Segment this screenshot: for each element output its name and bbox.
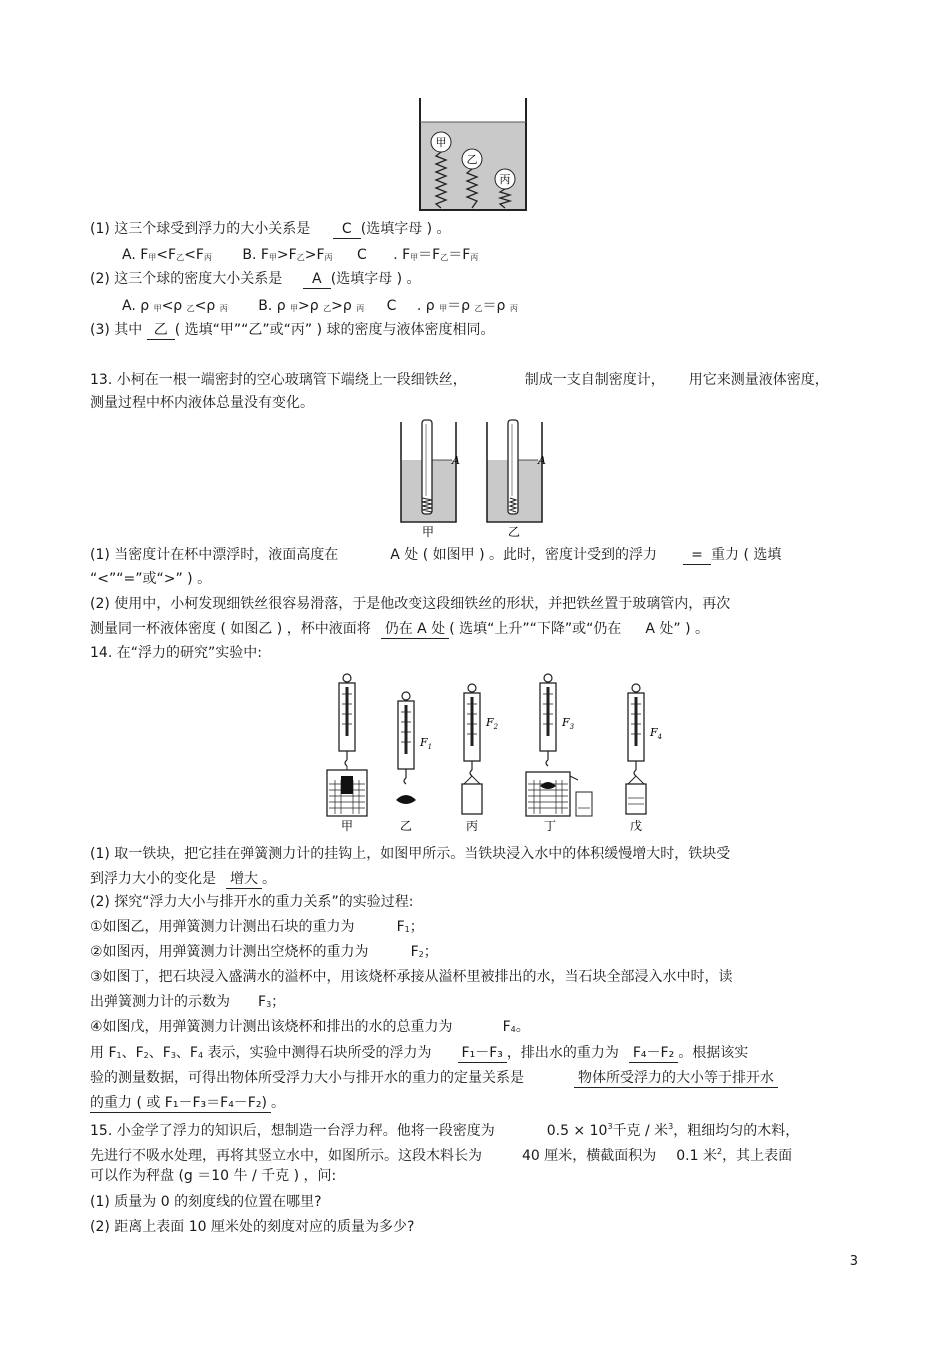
- q14-conclusion-line2: 验的测量数据，可得出物体所受浮力大小与排开水的重力的定量关系是 物体所受浮力的大小等于排开水: [90, 1069, 778, 1088]
- q14-answer-1: 增大: [226, 870, 262, 889]
- q13-mark-a-2: A: [538, 454, 546, 467]
- q13-answer-2: 仍在 A 处: [381, 620, 449, 639]
- q12-part1-options: A. F甲<F乙<F丙 B. F甲>F乙>F丙 C . F甲＝F乙＝F丙: [122, 247, 479, 263]
- q14-step3-line1: ③如图丁，把石块浸入盛满水的溢杯中，用该烧杯承接从溢杯里被排出的水，当石块全部浸入水中时，读: [90, 969, 733, 985]
- q14-experiment-figure: [320, 672, 670, 834]
- q15-part2: (2) 距离上表面 10 厘米处的刻度对应的质量为多少?: [90, 1219, 415, 1235]
- q15-stem-line3: 可以作为秤盘 (g ＝10 牛 / 千克 ) ，问:: [90, 1168, 337, 1184]
- q15-stem-line2: 先进行不吸水处理，再将其竖立水中，如图所示。这段木料长为 40 厘米，横截面积为 0.1 米$^2$，其上表面: [90, 1147, 793, 1164]
- q12-answer-3: 乙: [147, 321, 175, 340]
- q14-force-f2: $F_2$: [486, 716, 499, 731]
- q14-label-ding: 丁: [543, 819, 557, 833]
- q14-label-wu: 戊: [629, 819, 643, 833]
- q14-part1-line1: (1) 取一铁块，把它挂在弹簧测力计的挂钩上，如图甲所示。当铁块浸入水中的体积缓慢增大时，铁块受: [90, 846, 731, 862]
- q15-stem-line1: 15. 小金学了浮力的知识后，想制造一台浮力秤。他将一段密度为 $0.5 \times 10^3$千克 / 米$^3$，粗细均匀的木料，: [90, 1122, 800, 1139]
- q12-label-bing: 丙: [499, 173, 511, 186]
- q13-part2-line2: 测量同一杯液体密度 ( 如图乙 ) ，杯中液面将 仍在 A 处 ( 选填“上升”“下降”或“仍在 A 处” ) 。: [90, 621, 710, 637]
- q13-hydrometer-figure: [390, 418, 560, 542]
- q14-label-jia: 甲: [340, 819, 354, 833]
- q12-answer-2: A: [303, 270, 331, 289]
- q13-part2-line1: (2) 使用中，小柯发现细铁丝很容易滑落，于是他改变这段细铁丝的形状，并把铁丝置于玻璃管内，再次: [90, 596, 731, 612]
- q12-part1: (1) 这三个球受到浮力的大小关系是 C (选填字母 ) 。: [90, 221, 451, 237]
- q14-step3-line2: 出弹簧测力计的示数为 F3；: [90, 994, 286, 1010]
- q13-label-jia: 甲: [421, 525, 435, 539]
- q13-part1-line2: “<”“=”或“>” ) 。: [90, 571, 212, 587]
- q12-answer-1: C: [333, 220, 361, 239]
- q14-step1: ①如图乙，用弹簧测力计测出石块的重力为 F1；: [90, 919, 424, 935]
- q14-part1-line2: 到浮力大小的变化是 增大 。: [90, 871, 276, 887]
- q12-part2-options: A. ρ 甲<ρ 乙<ρ 丙 B. ρ 甲>ρ 乙>ρ 丙 C . ρ 甲＝ρ 乙＝ρ 丙: [122, 298, 518, 314]
- q15-part1: (1) 质量为 0 的刻度线的位置在哪里?: [90, 1194, 322, 1210]
- q14-conclusion-line3: 的重力 ( 或 F₁－F₃＝F₄－F₂) 。: [90, 1095, 285, 1111]
- q13-answer-1: =: [683, 546, 711, 565]
- q14-force-f3: $F_3$: [562, 716, 575, 731]
- q13-stem-line2: 测量过程中杯内液体总量没有变化。: [90, 395, 314, 411]
- q14-title: 14. 在“浮力的研究”实验中:: [90, 645, 262, 661]
- q13-mark-a-1: A: [452, 454, 460, 467]
- q14-label-yi: 乙: [399, 819, 413, 833]
- q14-force-f1: $F_1$: [420, 736, 433, 751]
- q14-answer-relation-2: 的重力 ( 或 F₁－F₃＝F₄－F₂): [90, 1094, 271, 1113]
- page-number: 3: [849, 1254, 858, 1269]
- q14-step4: ④如图戊，用弹簧测力计测出该烧杯和排出的水的总重力为 F4。: [90, 1019, 530, 1035]
- q12-part3: (3) 其中 乙 ( 选填“甲”“乙”或“丙” ) 球的密度与液体密度相同。: [90, 322, 495, 338]
- q12-label-jia: 甲: [435, 136, 447, 149]
- q13-part1-line1: (1) 当密度计在杯中漂浮时，液面高度在 A 处 ( 如图甲 ) 。此时，密度计受到的浮力 = 重力 ( 选填: [90, 547, 782, 563]
- q14-force-f4: $F_4$: [650, 726, 663, 741]
- q13-label-yi: 乙: [507, 525, 521, 539]
- q12-tank-figure: [408, 96, 538, 214]
- q12-part2: (2) 这三个球的密度大小关系是 A (选填字母 ) 。: [90, 271, 421, 287]
- q14-answer-displaced: F₄－F₂: [629, 1044, 678, 1063]
- q13-stem-line1: 13. 小柯在一根一端密封的空心玻璃管下端绕上一段细铁丝， 制成一支自制密度计， 用它来测量液体密度，: [90, 372, 829, 388]
- q12-label-yi: 乙: [466, 153, 478, 166]
- q14-answer-relation-1: 物体所受浮力的大小等于排开水: [574, 1069, 778, 1088]
- q14-step2: ②如图丙，用弹簧测力计测出空烧杯的重力为 F2；: [90, 944, 438, 960]
- q14-answer-buoyancy: F₁－F₃: [458, 1044, 507, 1063]
- q14-conclusion-line1: 用 F1、F2、F3、F4 表示，实验中测得石块所受的浮力为 F₁－F₃ ，排出水的重力为 F₄－F₂ 。根据该实: [90, 1045, 749, 1061]
- q14-label-bing: 丙: [465, 819, 479, 833]
- q14-part2: (2) 探究“浮力大小与排开水的重力关系”的实验过程:: [90, 894, 414, 910]
